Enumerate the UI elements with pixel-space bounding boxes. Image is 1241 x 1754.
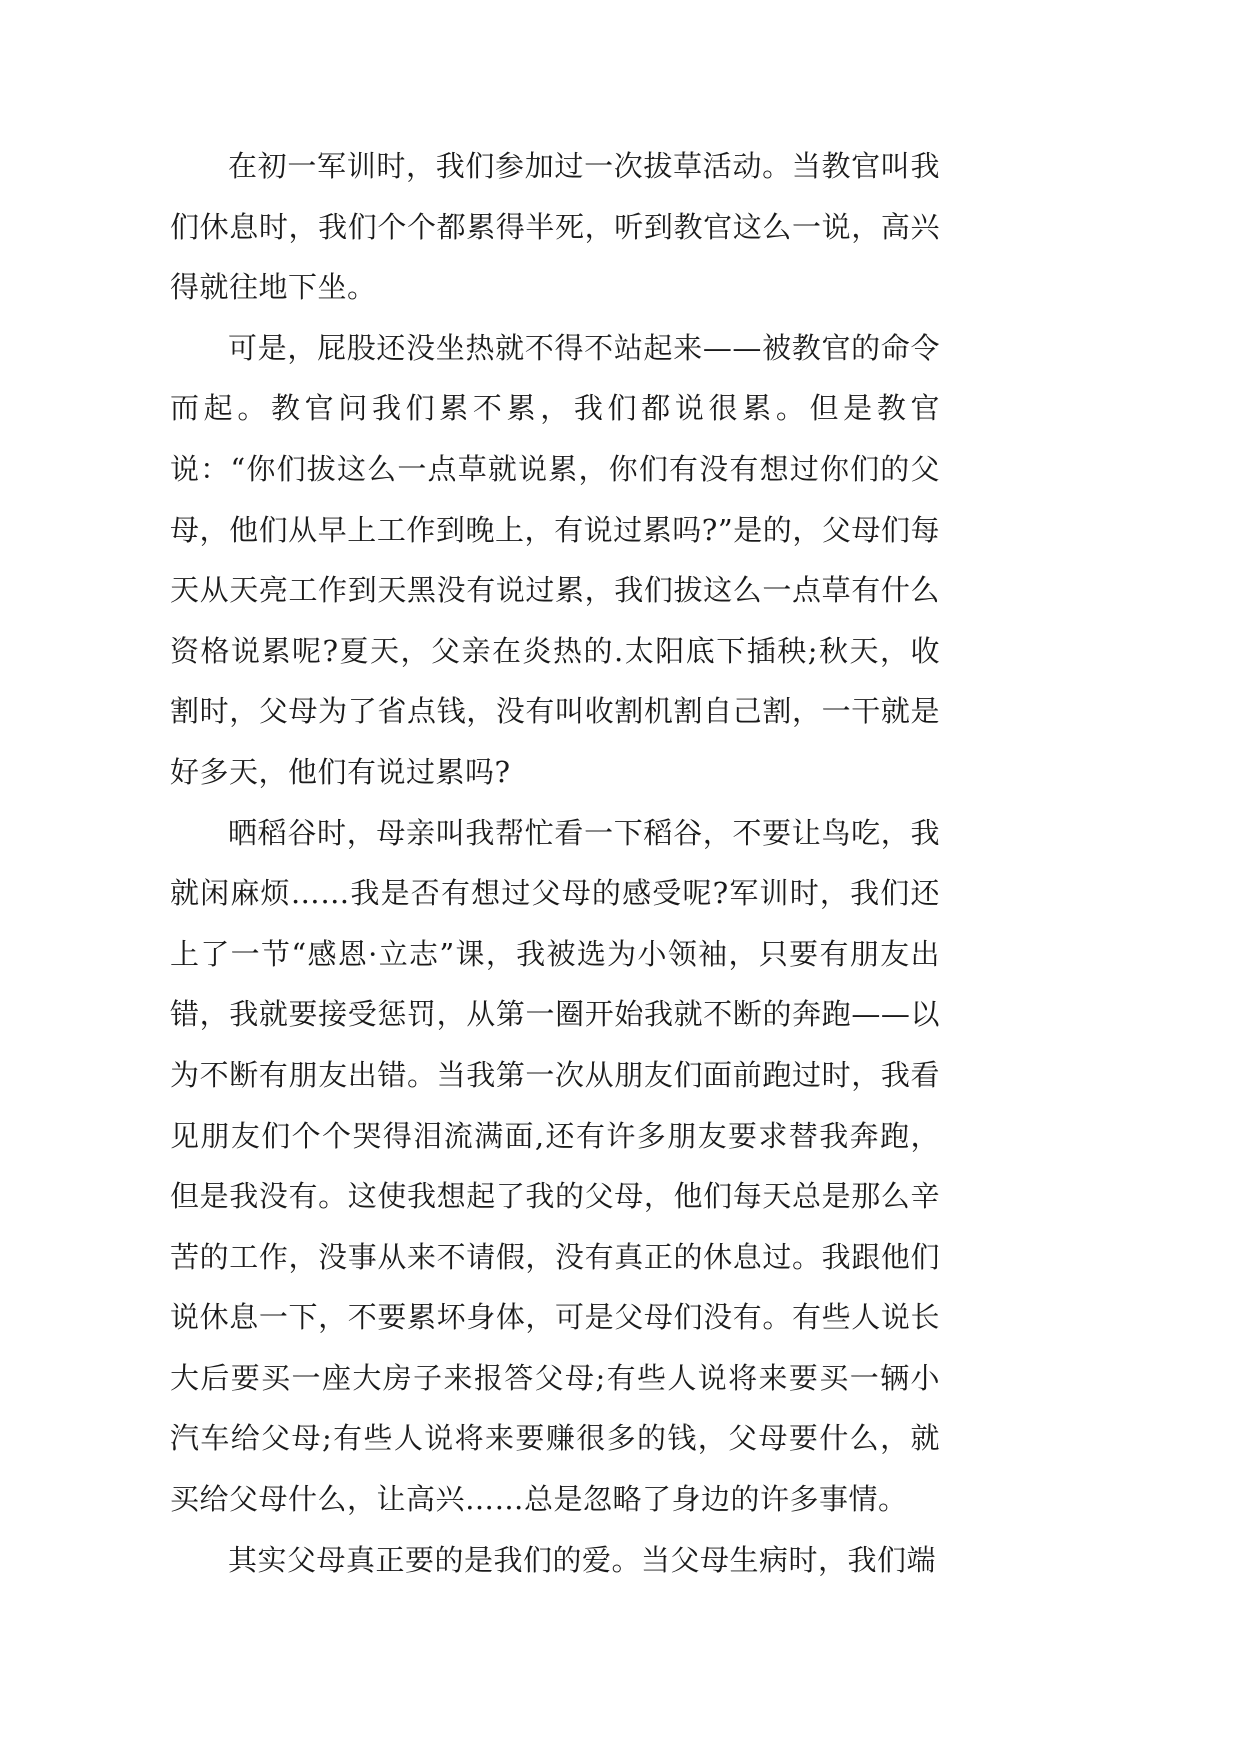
document-page	[170, 136, 940, 1590]
paragraph: 在初一军训时，我们参加过一次拔草活动。当教官叫我们休息时，我们个个都累得半死，听到教官这么一说，高兴得就往地下坐。	[170, 149, 940, 305]
paragraph: 其实父母真正要的是我们的爱。当父母生病时，我们端	[228, 1542, 937, 1577]
paragraph: 可是，屁股还没坐热就不得不站起来——被教官的命令而起。教官问我们累不累，我们都说很累。但是教官说：“你们拔这么一点草就说累，你们有没有想过你们的父母，他们从早上工作到晚上，有说过累吗?”是的，父母们每天从天亮工作到天黑没有说过累，我们拔这么一点草有什么资格说累呢?夏天，父亲在炎热的.太阳底下插秧;秋天，收割时，父母为了省点钱，没有叫收割机割自己割，一干就是好多天，他们有说过累吗?	[170, 330, 940, 789]
paragraph: 晒稻谷时，母亲叫我帮忙看一下稻谷，不要让鸟吃，我就闲麻烦……我是否有想过父母的感受呢?军训时，我们还上了一节“感恩·立志”课，我被选为小领袖，只要有朋友出错，我就要接受惩罚，从第一圈开始我就不断的奔跑——以为不断有朋友出错。当我第一次从朋友们面前跑过时，我看见朋友们个个哭得泪流满面,还有许多朋友要求替我奔跑，但是我没有。这使我想起了我的父母，他们每天总是那么辛苦的工作，没事从来不请假，没有真正的休息过。我跟他们说休息一下，不要累坏身体，可是父母们没有。有些人说长大后要买一座大房子来报答父母;有些人说将来要买一辆小汽车给父母;有些人说将来要赚很多的钱，父母要什么，就买给父母什么，让高兴……总是忽略了身边的许多事情。	[170, 815, 940, 1517]
